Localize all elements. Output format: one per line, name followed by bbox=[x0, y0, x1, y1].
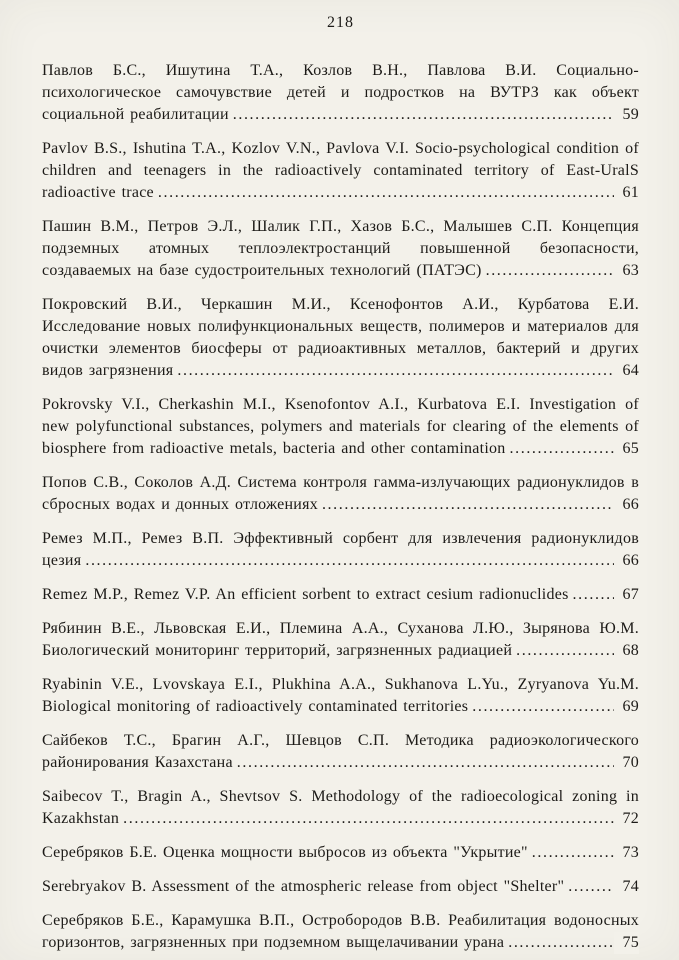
dot-leader bbox=[158, 182, 639, 204]
toc-entry bbox=[42, 138, 639, 204]
toc-entry bbox=[42, 876, 639, 898]
toc-entry-page-number: 66 bbox=[614, 550, 640, 572]
toc-entry-text: Pokrovsky V.I., Cherkashin M.I., Ksenofontov A.I., Kurbatova E.I. Investigation of new polyfunctional substances, polymers and materials for clearing of the elements of biosphere from radioactive metals, bacteria and other contamination bbox=[42, 396, 639, 457]
dot-leader bbox=[123, 808, 639, 830]
toc-entry-page-number: 72 bbox=[614, 808, 640, 830]
toc-entry-page-number: 68 bbox=[614, 640, 640, 662]
toc-entry-text: Покровский В.И., Черкашин М.И., Ксенофонтов А.И., Курбатова Е.И. Исследование новых полифункциональных веществ, полимеров и материалов для очистки элементов биосферы от радиоактивных металлов, бактерий и других видов загрязнения bbox=[42, 296, 639, 379]
toc-entry-text: Сайбеков Т.С., Брагин А.Г., Шевцов С.П. Методика радиоэкологического районирования Казахстана bbox=[42, 732, 639, 771]
dot-leader bbox=[322, 494, 639, 516]
toc-entry-text: Serebryakov B. Assessment of the atmospheric release from object "Shelter" bbox=[42, 878, 565, 895]
toc-entry-text: Рябинин В.Е., Львовская Е.И., Племина А.А., Суханова Л.Ю., Зырянова Ю.М. Биологический мониторинг территорий, загрязненных радиацией bbox=[42, 620, 639, 659]
toc-entry-page-number: 70 bbox=[614, 752, 640, 774]
toc-entry-text: Ryabinin V.E., Lvovskaya E.I., Plukhina A.A., Sukhanova L.Yu., Zyryanova Yu.M. Biological monitoring of radioactively contaminated territories bbox=[42, 676, 639, 715]
toc-entry bbox=[42, 528, 639, 572]
toc-entry-page-number: 67 bbox=[614, 584, 640, 606]
toc-entry-text: Pavlov B.S., Ishutina T.A., Kozlov V.N., Pavlova V.I. Socio-psychological condition of children and teenagers in the radioactively contaminated territory of East-UralS radioactive trace bbox=[42, 140, 639, 201]
dot-leader bbox=[233, 104, 639, 126]
toc-entry-page-number: 74 bbox=[614, 876, 640, 898]
toc-entry-page-number: 73 bbox=[614, 842, 640, 864]
toc-entry-page-number: 65 bbox=[614, 438, 640, 460]
toc-entry-page-number: 59 bbox=[614, 104, 640, 126]
page-header-number: 218 bbox=[327, 14, 354, 31]
toc-entry-page-number: 75 bbox=[614, 932, 640, 954]
toc-entry-page-number: 66 bbox=[614, 494, 640, 516]
toc-list bbox=[42, 60, 639, 954]
toc-entry bbox=[42, 730, 639, 774]
toc-entry-text: Remez M.P., Remez V.P. An efficient sorbent to extract cesium radionuclides bbox=[42, 586, 569, 603]
toc-entry bbox=[42, 674, 639, 718]
toc-entry bbox=[42, 394, 639, 460]
toc-entry bbox=[42, 584, 639, 606]
toc-entry bbox=[42, 472, 639, 516]
toc-entry bbox=[42, 60, 639, 126]
toc-entry bbox=[42, 910, 639, 954]
toc-entry-text: Серебряков Б.Е. Оценка мощности выбросов из объекта "Укрытие" bbox=[42, 844, 528, 861]
toc-entry-text: Ремез М.П., Ремез В.П. Эффективный сорбент для извлечения радионуклидов цезия bbox=[42, 530, 639, 569]
toc-entry-text: Попов С.В., Соколов А.Д. Система контроля гамма-излучающих радионуклидов в сбросных водах и донных отложениях bbox=[42, 474, 639, 513]
dot-leader bbox=[177, 360, 639, 382]
toc-entry-text: Серебряков Б.Е., Карамушка В.П., Остробородов В.В. Реабилитация водоносных горизонтов, загрязненных при подземном выщелачивании урана bbox=[42, 912, 639, 951]
toc-entry bbox=[42, 786, 639, 830]
toc-entry-text: Пашин В.М., Петров Э.Л., Шалик Г.П., Хазов Б.С., Малышев С.П. Концепция подземных атомных теплоэлектростанций повышенной безопасности, создаваемых на базе судостроительных технологий (ПАТЭС) bbox=[42, 218, 639, 279]
toc-entry-page-number: 69 bbox=[614, 696, 640, 718]
toc-entry-text: Павлов Б.С., Ишутина Т.А., Козлов В.Н., Павлова В.И. Социально-психологическое самочувствие детей и подростков на ВУТРЗ как объект социальной реабилитации bbox=[42, 62, 639, 123]
toc-entry bbox=[42, 618, 639, 662]
toc-entry-page-number: 63 bbox=[614, 260, 640, 282]
toc-entry-text: Saibecov T., Bragin A., Shevtsov S. Methodology of the radioecological zoning in Kazakhstan bbox=[42, 788, 639, 827]
toc-entry bbox=[42, 842, 639, 864]
toc-entry-page-number: 61 bbox=[614, 182, 640, 204]
toc-entry bbox=[42, 216, 639, 282]
dot-leader bbox=[85, 550, 639, 572]
toc-entry bbox=[42, 294, 639, 382]
dot-leader bbox=[237, 752, 639, 774]
toc-entry-page-number: 64 bbox=[614, 360, 640, 382]
